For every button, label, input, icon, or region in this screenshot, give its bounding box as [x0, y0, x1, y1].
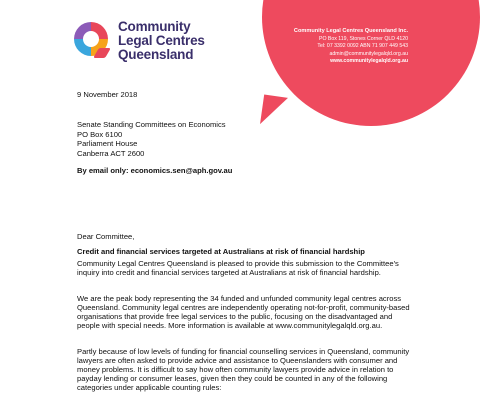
contact-bubble-tail	[260, 94, 288, 127]
logo-wordmark	[118, 20, 205, 62]
letter-heading: Credit and financial services targeted at Australians at risk of financial hardship	[77, 247, 365, 256]
contact-details	[294, 28, 408, 66]
paragraph: Partly because of low levels of funding for financial counselling services in Queensland, community lawyers are often asked to provide advice and assistance to Queenslanders with consumer and money problems. It is difficult to say how often community lawyers provide advice in relation to payday lending or consumer leases, given then they could be counted in any of the following categories under applicable counting rules:	[77, 347, 410, 392]
recipient-address	[77, 120, 226, 158]
address-line: Canberra ACT 2600	[77, 148, 145, 158]
address-line: Parliament House	[77, 139, 138, 149]
logo	[74, 20, 234, 68]
contact-address: PO Box 119, Stones Corner QLD 4120	[318, 35, 408, 42]
contact-website[interactable]: www.communitylegalqld.org.au	[330, 58, 408, 65]
paragraph: Community Legal Centres Queensland is pleased to provide this submission to the Committee's inquiry into credit and financial services targeted at Australians at risk of financial hardship.	[77, 259, 399, 277]
contact-phone: Tel: 07 3392 0092 ABN 71 907 449 543	[317, 43, 408, 50]
contact-email[interactable]: admin@communitylegalqld.org.au	[329, 50, 408, 57]
logo-line-2: Legal Centres	[118, 33, 205, 48]
address-line: Senate Standing Committees on Economics	[77, 120, 226, 129]
paragraph: We are the peak body representing the 34 funded and unfunded community legal centres across Queensland. Community legal centres are independently operating not-for-profit, community-based organisations that provide free legal services to the public, focusing on the disadvantaged and people with special needs. More information is available at www.communitylegalqld.org.au.	[77, 294, 410, 330]
letter-date: 9 November 2018	[77, 90, 138, 99]
address-line: PO Box 6100	[77, 129, 123, 139]
logo-line-1: Community	[118, 19, 191, 34]
logo-line-3: Queensland	[118, 47, 194, 62]
salutation: Dear Committee,	[77, 232, 135, 241]
email-line: By email only: economics.sen@aph.gov.au	[77, 166, 233, 175]
contact-org: Community Legal Centres Queensland Inc.	[293, 28, 408, 34]
